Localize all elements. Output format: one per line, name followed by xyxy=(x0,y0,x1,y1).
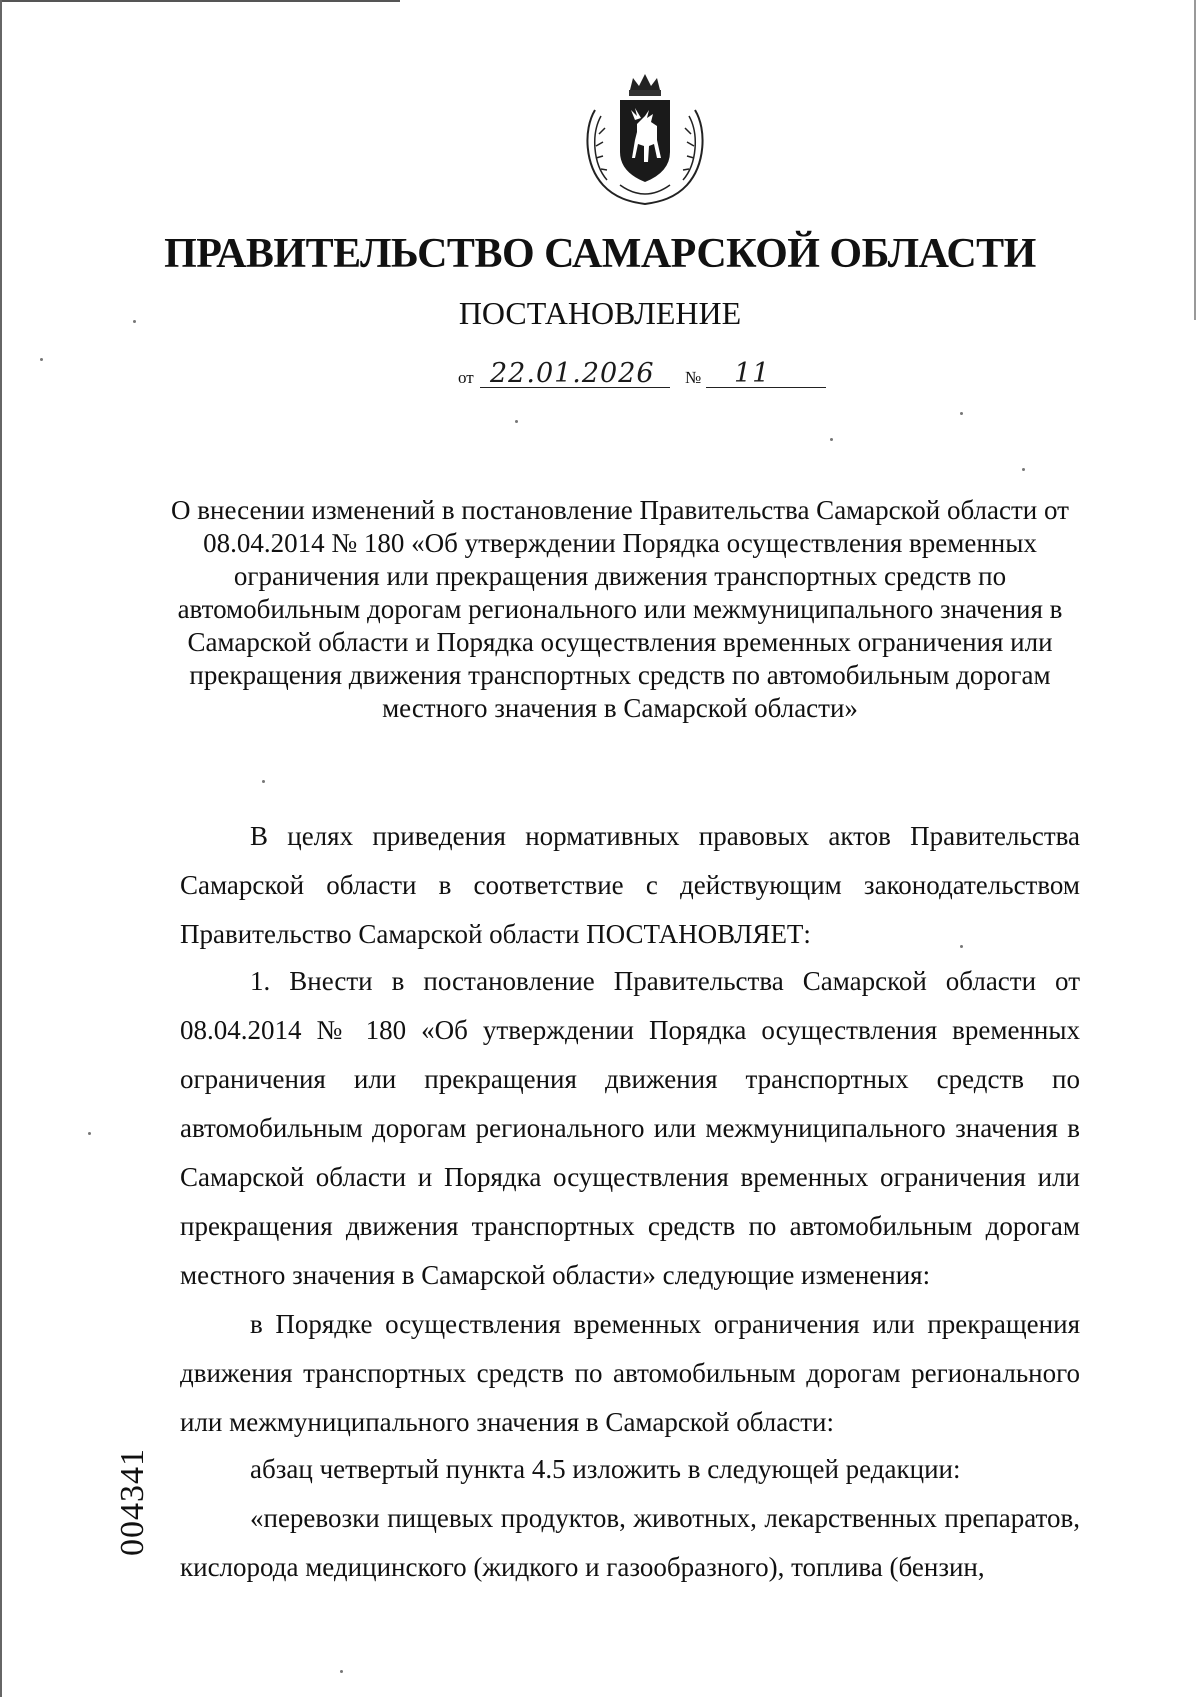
scan-speck xyxy=(88,1132,91,1135)
date-prefix: от xyxy=(458,368,474,387)
side-serial-number: 004341 xyxy=(114,1448,151,1556)
organization-title: ПРАВИТЕЛЬСТВО САМАРСКОЙ ОБЛАСТИ xyxy=(164,231,1036,277)
scan-speck xyxy=(262,780,265,783)
coat-of-arms-emblem xyxy=(575,70,715,208)
body-paragraph-1: В целях приведения нормативных правовых актов Правительства Самарской области в соответствие с действующим законодательством Правительство Самарской области ПОСТАНОВЛЯЕТ: xyxy=(180,821,1080,949)
date-number-line xyxy=(458,356,858,392)
body-paragraph-2: 1. Внести в постановление Правительства Самарской области от 08.04.2014 № 180 «Об утверждении Порядка осуществления временных ограничения или прекращения движения транспортных средств по автомобильным дорогам регионального или межмуниципального значения в Самарской области и Порядка осуществления временных ограничения или прекращения движения транспортных средств по автомобильным дорогам местного значения в Самарской области» следующие изменения: xyxy=(180,966,1080,1290)
scan-speck xyxy=(40,358,43,361)
body-paragraph-5: «перевозки пищевых продуктов, животных, лекарственных препаратов, кислорода медицинского (жидкого и газообразного), топлива (бензин, xyxy=(180,1503,1080,1582)
number-prefix: № xyxy=(685,368,702,387)
scan-speck xyxy=(340,1670,343,1673)
handwritten-number: 11 xyxy=(734,358,771,389)
scan-speck xyxy=(1022,468,1025,471)
handwritten-date: 22.01.2026 xyxy=(490,358,655,389)
scan-speck xyxy=(515,420,518,423)
body-paragraph-3: в Порядке осуществления временных ограничения или прекращения движения транспортных средств по автомобильным дорогам регионального или межмуниципального значения в Самарской области: xyxy=(180,1309,1080,1437)
scan-speck xyxy=(830,438,833,441)
scan-edge-top xyxy=(0,0,400,2)
body-paragraph-4: абзац четвертый пункта 4.5 изложить в следующей редакции: xyxy=(250,1454,961,1484)
document-type: ПОСТАНОВЛЕНИЕ xyxy=(458,295,742,331)
document-subject: О внесении изменений в постановление Правительства Самарской области от 08.04.2014 № 180 «Об утверждении Порядка осуществления временных ограничения или прекращения движения транспортных средств по автомобильным дорогам регионального или межмуниципального значения в Самарской области и Порядка осуществления временных ограничения или прекращения движения транспортных средств по автомобильным дорогам местного значения в Самарской области» xyxy=(171,495,1069,723)
scan-speck xyxy=(960,412,963,415)
